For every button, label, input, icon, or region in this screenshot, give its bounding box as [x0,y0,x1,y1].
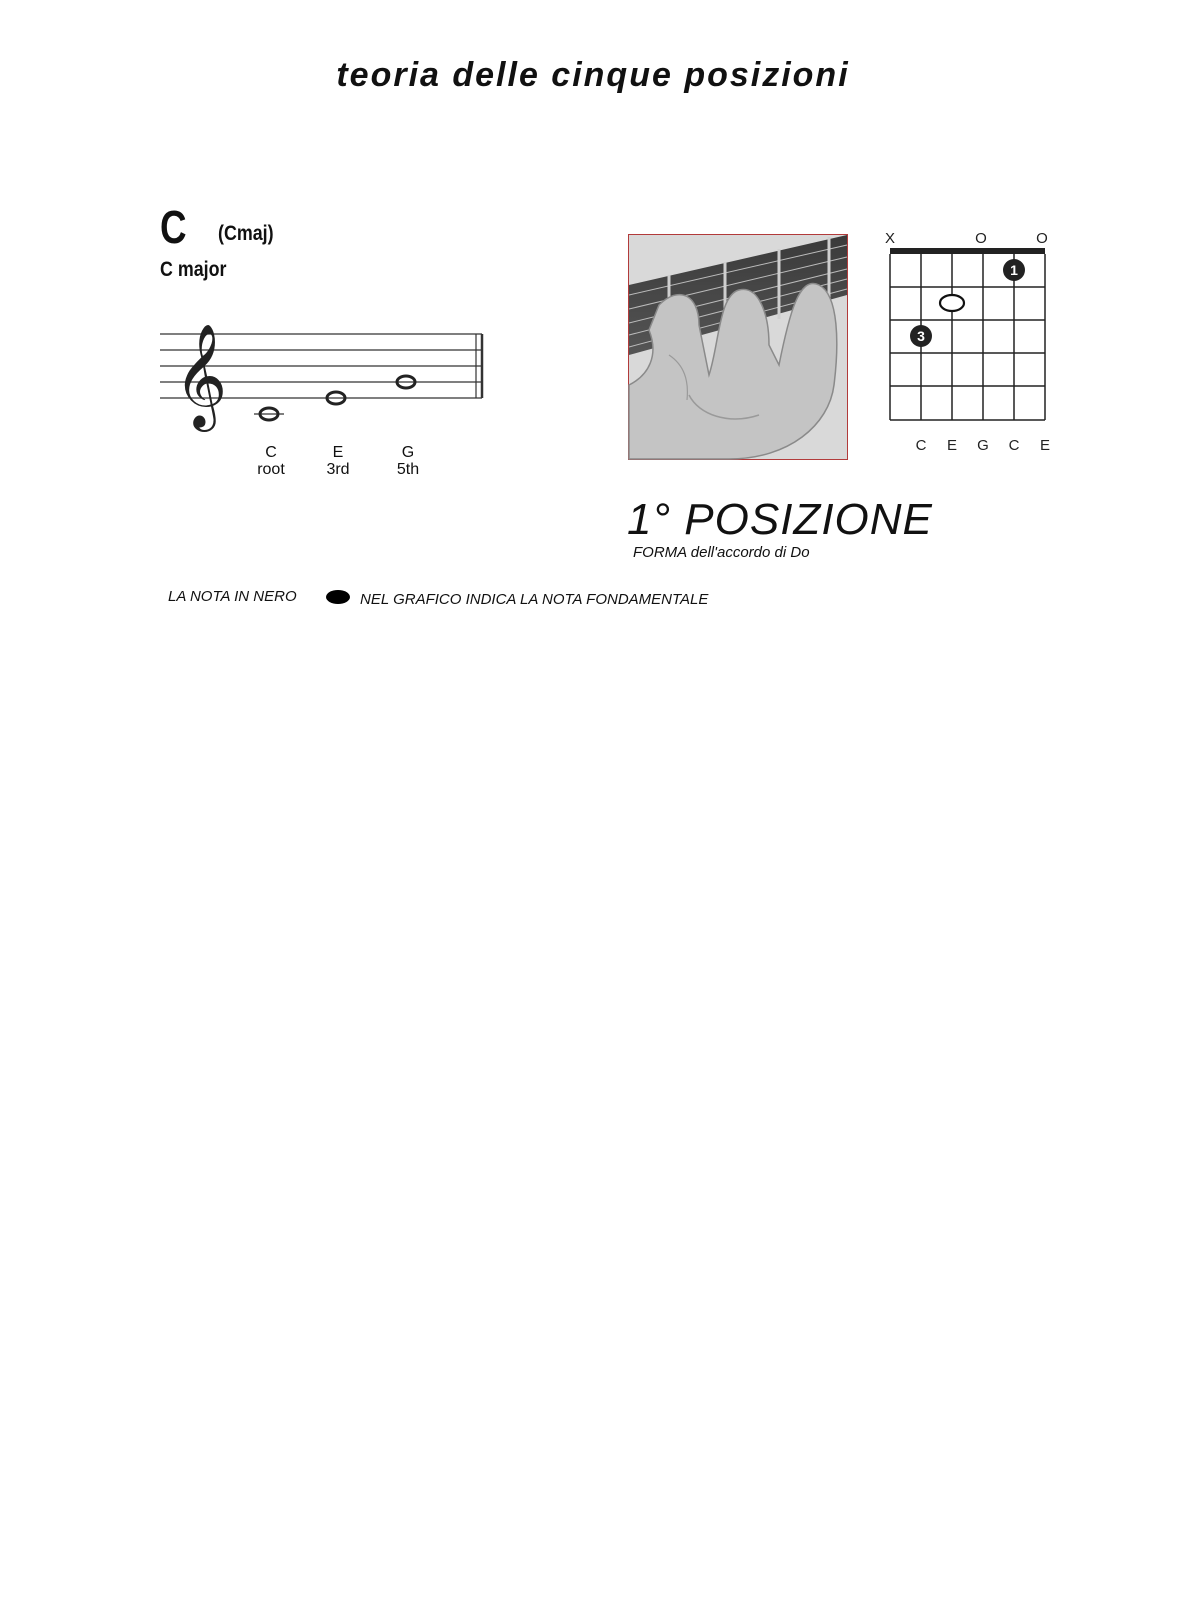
position-subtitle: FORMA dell'accordo di Do [633,544,810,561]
string-note: C [1008,437,1020,454]
note-label-c [241,444,301,478]
page-title: teoria delle cinque posizioni [336,56,850,94]
hand-chord-photo [628,234,848,460]
chord-symbol: C [160,201,187,253]
chord-full-name: C major [160,258,227,281]
note-label-e [308,444,368,478]
note-name: C [265,444,277,461]
finger-dot-1 [1003,259,1025,281]
position-title: 1° POSIZIONE [627,495,933,544]
root-note-legend-icon [326,590,350,604]
note-c [254,408,284,420]
note-name: G [401,444,415,461]
note-label-g [378,444,438,478]
chord-diagram [884,228,1068,460]
treble-clef-icon [174,323,227,432]
string-note: C [915,437,927,454]
note-degree: 5th [396,461,420,478]
finger-dot-3 [910,325,932,347]
note-degree: root [257,461,285,478]
note-degree: 3rd [326,461,350,478]
note-name: E [332,444,344,461]
string-note: E [946,437,958,454]
legend-text-after: NEL GRAFICO INDICA LA NOTA FONDAMENTALE [360,591,709,608]
svg-text:𝄞: 𝄞 [174,323,228,428]
legend-text-before: LA NOTA IN NERO [168,588,297,605]
string-marker: O [1036,230,1048,247]
root-note-marker [940,295,964,311]
string-marker: O [975,230,987,247]
string-marker: X [884,230,896,247]
chord-alt-symbol: (Cmaj) [218,222,274,245]
svg-text:1: 1 [1010,262,1018,278]
string-note: G [977,437,989,454]
string-note: E [1039,437,1051,454]
svg-text:3: 3 [917,328,925,344]
music-staff [160,310,490,430]
